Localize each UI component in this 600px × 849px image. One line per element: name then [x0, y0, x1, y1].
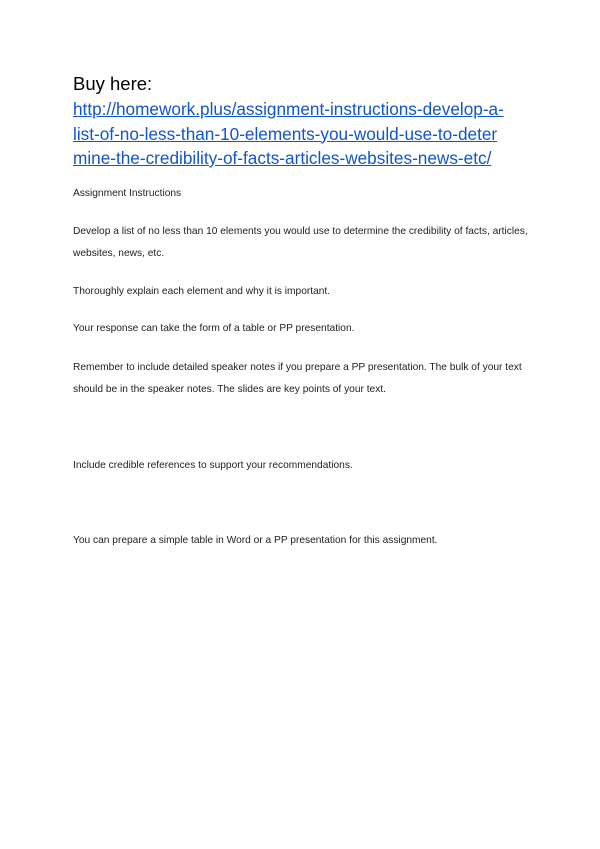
- references-paragraph: Include credible references to support your recommendations.: [73, 460, 353, 471]
- homework-plus-link[interactable]: [73, 97, 543, 171]
- assignment-instructions-title: Assignment Instructions: [73, 188, 182, 199]
- develop-list-paragraph: Develop a list of no less than 10 elements you would use to determine the credibility of facts, articles, websites, news, etc.: [73, 226, 528, 259]
- link-line-1[interactable]: http://homework.plus/assignment-instructions-develop-a-: [73, 99, 504, 119]
- link-line-2[interactable]: list-of-no-less-than-10-elements-you-would-use-to-deter: [73, 123, 498, 144]
- explain-element-paragraph: Thoroughly explain each element and why it is important.: [73, 286, 331, 297]
- response-form-paragraph: Your response can take the form of a table or PP presentation.: [73, 323, 355, 334]
- link-line-3[interactable]: mine-the-credibility-of-facts-articles-websites-news-etc/: [73, 148, 492, 168]
- simple-table-paragraph: You can prepare a simple table in Word or a PP presentation for this assignment.: [73, 535, 438, 546]
- buy-here-heading: Buy here:: [73, 73, 153, 94]
- speaker-notes-paragraph: Remember to include detailed speaker notes if you prepare a PP presentation. The bulk of your text should be in the speaker notes. The slides are key points of your text.: [73, 362, 522, 395]
